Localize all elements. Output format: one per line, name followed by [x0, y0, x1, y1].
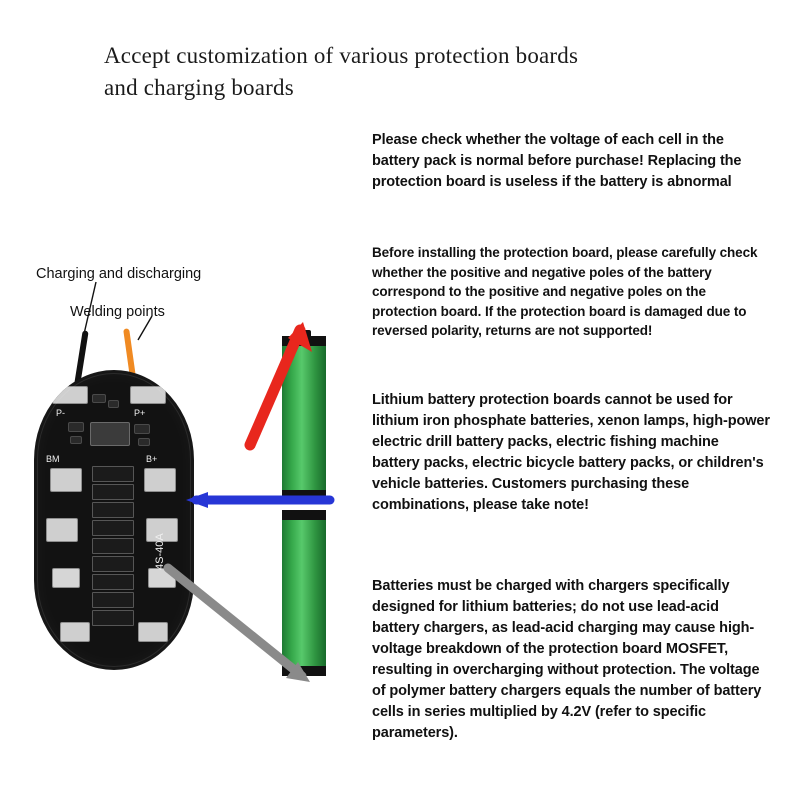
chip-component-3	[68, 422, 84, 432]
chip-component-5	[70, 436, 82, 444]
solder-pad-bottom-right	[138, 622, 168, 642]
ic-controller	[90, 422, 130, 446]
solder-pad-p-minus	[52, 386, 88, 404]
balance-pad-left-3	[52, 568, 80, 588]
chip-component-1	[92, 394, 106, 403]
silk-b-plus: B+	[146, 454, 158, 464]
note-voltage-check: Please check whether the voltage of each cell in the battery pack is normal before purchase! Replacing the protection board is useless if the battery is abnormal	[372, 132, 742, 190]
battery-cell-top	[282, 336, 326, 500]
battery-cap-top	[282, 336, 326, 346]
mosfet-1	[92, 466, 134, 482]
protection-board	[34, 370, 194, 670]
balance-pad-left-1	[50, 468, 82, 492]
silk-p-plus: P+	[134, 408, 146, 418]
solder-pad-p-plus	[130, 386, 166, 404]
chip-component-4	[134, 424, 150, 434]
mosfet-9	[92, 610, 134, 626]
label-welding-points: Welding points	[70, 304, 165, 320]
mosfet-7	[92, 574, 134, 590]
product-photo	[18, 318, 378, 718]
page-title-line1: Accept customization of various protection boards	[104, 43, 579, 68]
note-polarity-check: Before installing the protection board, please carefully check whether the positive and negative poles of the battery correspond to the positive and negative poles on the protection board. If the protection board is damaged due to reversed polarity, returns are not supported!	[372, 245, 758, 338]
solder-pad-bottom-left	[60, 622, 90, 642]
silk-model-marking: 4S-40A	[154, 533, 166, 570]
balance-pad-right-3	[148, 568, 176, 588]
note-incompatible-uses: Lithium battery protection boards cannot be used for lithium iron phosphate batteries, xenon lamps, high-power electric drill battery packs, electric fishing machine battery packs, electric bicycle battery packs, or children's vehicle batteries. Customers purchasing these combinations, please take note!	[372, 392, 770, 513]
chip-component-6	[138, 438, 150, 446]
page-title	[104, 40, 704, 104]
mosfet-8	[92, 592, 134, 608]
balance-pad-right-1	[144, 468, 176, 492]
note-charger-requirements: Batteries must be charged with chargers specifically designed for lithium batteries; do not use lead-acid battery chargers, as lead-acid charging may cause high-voltage breakdown of the protection board MOSFET, resulting in overcharging without protection. The voltage of polymer battery chargers equals the number of battery cells in series multiplied by 4.2V (refer to specific parameters).	[372, 578, 762, 741]
mosfet-4	[92, 520, 134, 536]
balance-pad-left-2	[46, 518, 78, 542]
mosfet-6	[92, 556, 134, 572]
battery-cap-bottom-2	[282, 666, 326, 676]
label-charging-and-discharging: Charging and discharging	[36, 266, 202, 282]
mosfet-2	[92, 484, 134, 500]
page-title-line2: and charging boards	[104, 75, 294, 100]
battery-cell-bottom	[282, 510, 326, 676]
silk-p-minus: P-	[56, 408, 65, 418]
silk-b-minus: BM	[46, 454, 60, 464]
battery-cap-top-2	[282, 510, 326, 520]
mosfet-3	[92, 502, 134, 518]
battery-cap-bottom	[282, 490, 326, 500]
mosfet-5	[92, 538, 134, 554]
balance-pad-right-2	[146, 518, 178, 542]
chip-component-2	[108, 400, 119, 408]
